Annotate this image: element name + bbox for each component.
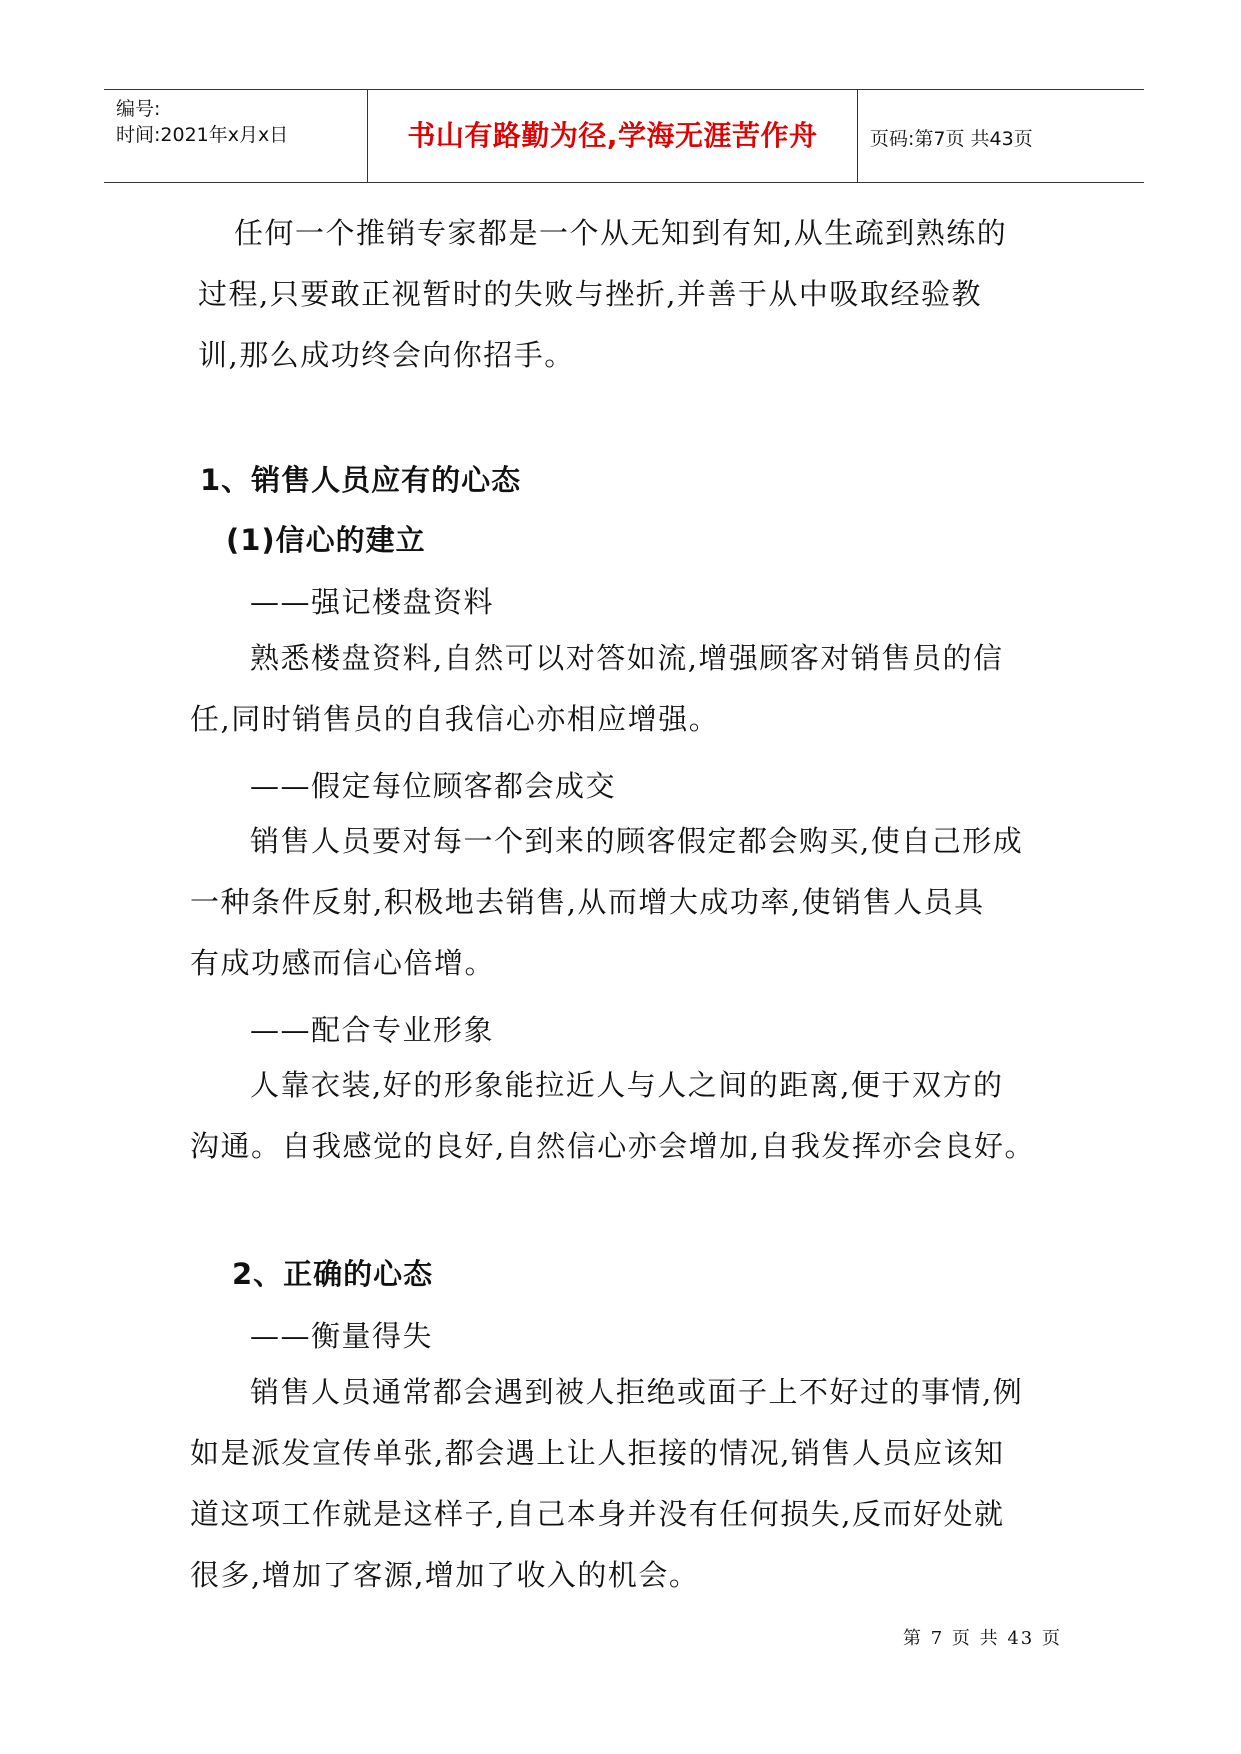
item-2-heading: ——假定每位顾客都会成交 [250, 769, 617, 803]
section-2-title: 2、正确的心态 [232, 1257, 434, 1291]
item-4-line-2: 如是派发宣传单张,都会遇上让人拒接的情况,销售人员应该知 [190, 1436, 1005, 1470]
item-3-line-2: 沟通。自我感觉的良好,自然信心亦会增加,自我发挥亦会良好。 [190, 1129, 1035, 1163]
item-1-heading: ——强记楼盘资料 [250, 585, 495, 619]
item-3-line-1: 人靠衣装,好的形象能拉近人与人之间的距离,便于双方的 [250, 1068, 1004, 1102]
item-1-line-1: 熟悉楼盘资料,自然可以对答如流,增强顾客对销售员的信 [250, 641, 1004, 675]
item-4-line-4: 很多,增加了客源,增加了收入的机会。 [190, 1558, 700, 1592]
time-label: 时间:2021年x月x日 [116, 124, 289, 146]
document-header [104, 89, 1144, 183]
page-footer: 第 7 页 共 43 页 [903, 1628, 1062, 1649]
item-4-line-1: 销售人员通常都会遇到被人拒绝或面子上不好过的事情,例 [250, 1375, 1024, 1409]
header-page-info: 页码:第7页 共43页 [870, 128, 1033, 150]
item-2-line-1: 销售人员要对每一个到来的顾客假定都会购买,使自己形成 [250, 824, 1024, 858]
intro-line-2: 过程,只要敢正视暂时的失败与挫折,并善于从中吸取经验教 [198, 277, 982, 311]
item-3-heading: ——配合专业形象 [250, 1013, 495, 1047]
header-motto-cell [368, 90, 858, 182]
header-page-cell [858, 90, 1144, 182]
item-2-line-3: 有成功感而信心倍增。 [190, 946, 496, 980]
intro-line-3: 训,那么成功终会向你招手。 [198, 338, 575, 372]
item-4-heading: ——衡量得失 [250, 1319, 434, 1353]
item-4-line-3: 道这项工作就是这样子,自己本身并没有任何损失,反而好处就 [190, 1497, 1005, 1531]
subsection-1-title: (1)信心的建立 [226, 523, 426, 557]
intro-line-1: 任何一个推销专家都是一个从无知到有知,从生疏到熟练的 [234, 216, 1008, 250]
header-info-cell [104, 90, 368, 182]
item-1-line-2: 任,同时销售员的自我信心亦相应增强。 [190, 702, 720, 736]
item-2-line-2: 一种条件反射,积极地去销售,从而增大成功率,使销售人员具 [190, 885, 985, 919]
number-label: 编号: [116, 98, 161, 120]
section-1-title: 1、销售人员应有的心态 [200, 463, 522, 497]
header-motto: 书山有路勤为径,学海无涯苦作舟 [407, 119, 818, 152]
